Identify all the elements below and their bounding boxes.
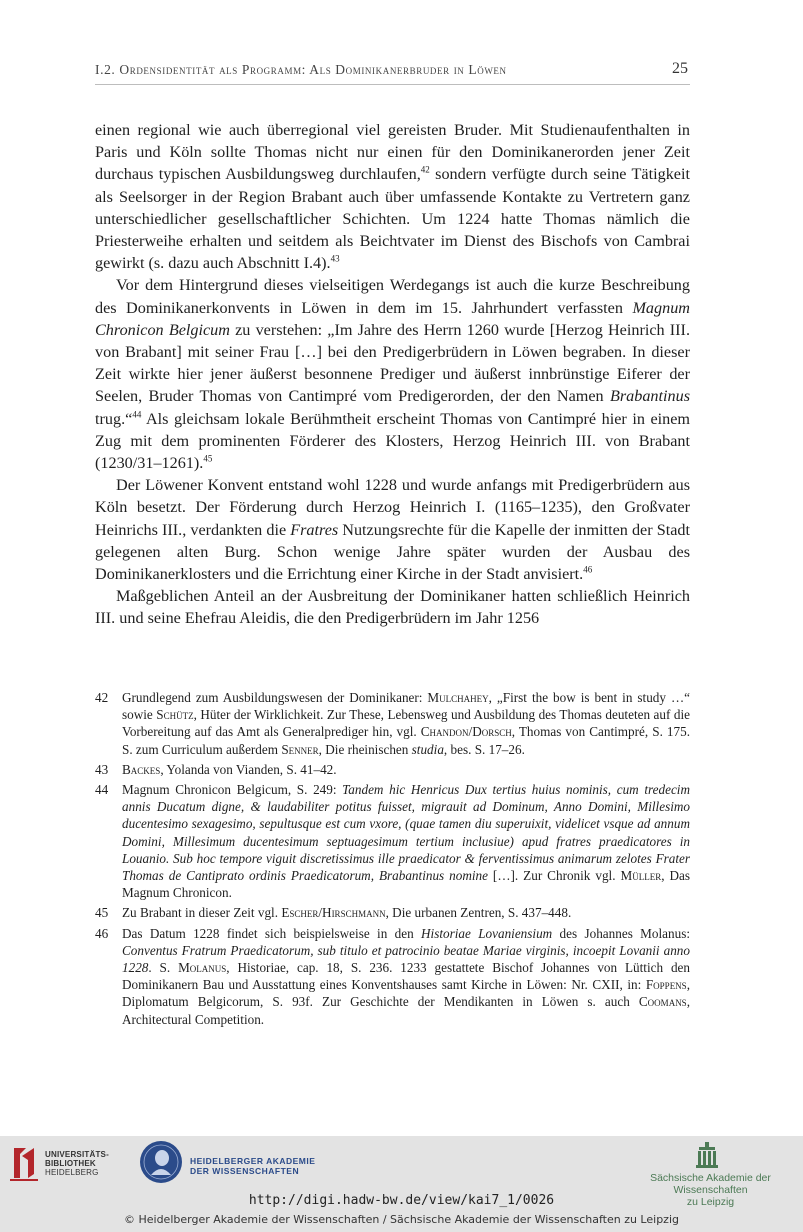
italic-term: Fratres — [290, 520, 339, 539]
footnote-number: 43 — [95, 761, 109, 777]
footnote-number: 45 — [95, 905, 109, 921]
paragraph-1 — [95, 119, 690, 274]
footnote-44 — [95, 781, 690, 901]
text-segment: […]. Zur Chronik vgl. — [487, 868, 621, 884]
saw-line: zu Leipzig — [686, 1196, 735, 1208]
copyright-notice: © Heidelberger Akademie der Wissenschaften / Sächsische Akademie der Wissenschaften zu Leipzig — [123, 1213, 679, 1226]
text-segment: trug.“ — [95, 409, 133, 428]
text-segment: . S. — [148, 960, 179, 976]
text-segment: , Yolanda von Vianden, S. 41–42. — [160, 761, 337, 777]
text-segment: einen regional wie auch überregional viel gereisten Bruder. Mit Studienaufenthalten in Paris und Köln sollte Thomas nicht nur einen für den Dominikanerorden jener Zeit durchaus typischen Ausbildungsweg durchlaufen, — [95, 121, 690, 184]
footnote-ref-45[interactable]: 45 — [203, 453, 213, 464]
text-segment: , „First the bow is bent in study …“ sowie — [122, 690, 690, 723]
saw-building-icon — [696, 1142, 718, 1168]
author-name: Escher/Hirschmann — [281, 905, 386, 921]
text-segment: Nutzungsrechte für die Kapelle der inmitten der Stadt gelegenen alten Burg. Schon wenige Jahre später wurden der Ausbau des Dominikanerklosters und die Errichtung einer Kirche in der Stadt anvisiert. — [95, 520, 690, 584]
author-name: Mulchahey — [427, 690, 489, 705]
italic-title: Historiae Lovaniensium — [421, 925, 553, 941]
text-segment: Vor dem Hintergrund dieses vielseitigen Werdegangs ist auch die kurze Beschreibung des Dominikanerkonvents in Löwen in dem im 15. Jahrhundert verfassten — [95, 276, 690, 317]
running-header — [95, 62, 690, 85]
latin-quotation: Conventus Fratrum Praedicatorum, sub titulo et patrocinio beatae Mariae virginis, incoepit Lovanii anno 1228 — [122, 942, 690, 976]
text-segment: Das Datum 1228 findet sich beispielsweise in den — [122, 925, 422, 941]
footnote-ref-43[interactable]: 43 — [330, 253, 340, 264]
footnote-ref-42[interactable]: 42 — [420, 165, 430, 176]
saw-line: Sächsische Akademie der Wissenschaften — [650, 1172, 771, 1196]
footnote-45 — [95, 904, 690, 921]
paragraph-4 — [95, 585, 690, 629]
author-name: Chandon/Dorsch — [420, 724, 512, 740]
text-segment: des Johannes Molanus: — [552, 925, 690, 941]
footnote-46 — [95, 925, 690, 1028]
text-segment: , Die rheinischen — [318, 741, 412, 757]
italic-term: Brabantinus — [609, 387, 690, 406]
author-name: Schütz — [156, 707, 194, 723]
text-segment: , Thomas von Cantimpré, S. 175. S. zum Curriculum außerdem — [122, 724, 690, 757]
source-url-link[interactable]: http://digi.hadw-bw.de/view/kai7_1/0026 — [248, 1193, 555, 1208]
text-segment: Als gleichsam lokale Berühmtheit erscheint Thomas von Cantimpré hier in einem Zug mit dem prominenten Förderer des Klosters, Herzog Heinrich III. von Brabant (1230/31–1261). — [95, 409, 690, 473]
main-text — [95, 119, 690, 630]
ub-heidelberg-wordmark — [45, 1150, 109, 1177]
author-name: Coomans — [638, 994, 687, 1010]
text-segment: , Hüter der Wirklichkeit. Zur These, Lebensweg und Ausbildung des Thomas deuteten auf die Vorbereitung auf das Amt als Generalprediger hin, vgl. — [122, 707, 690, 740]
text-segment: , Die urbanen Zentren, S. 437–448. — [385, 905, 572, 921]
hadw-seal-icon — [140, 1141, 182, 1183]
text-segment: Grundlegend zum Ausbildungswesen der Dominikaner: — [122, 690, 428, 705]
text-segment: , Historiae, cap. 18, S. 236. 1233 gestattete Bischof Johannes von Lüttich den Dominikanern Bau und Ausstattung eines Konventshauses samt Kirche in Löwen: Nr. CXII, in: — [122, 960, 690, 993]
hadw-logo[interactable] — [140, 1141, 380, 1191]
author-name: Molanus — [178, 960, 227, 976]
footnote-42 — [95, 689, 690, 758]
hadw-line: DER WISSENSCHAFTEN — [190, 1166, 300, 1176]
digitization-footer — [0, 1136, 803, 1232]
author-name: Backes — [122, 761, 161, 777]
text-segment: Zu Brabant in dieser Zeit vgl. — [122, 905, 282, 921]
footnotes — [95, 689, 690, 1031]
ub-heidelberg-logo[interactable] — [10, 1144, 120, 1184]
paragraph-2 — [95, 274, 690, 474]
text-segment: , Diplomatum Belgicorum, S. 93f. Zur Geschichte der Mendikanten in Löwen s. auch — [122, 977, 690, 1010]
italic-term: studia — [411, 741, 444, 757]
ub-line: HEIDELBERG — [45, 1168, 99, 1177]
text-segment: , Architectural Competition. — [122, 994, 690, 1027]
footnote-number: 42 — [95, 690, 109, 705]
footnote-43 — [95, 761, 690, 778]
page-number: 25 — [672, 60, 688, 77]
hadw-wordmark — [190, 1156, 315, 1176]
author-name: Müller — [620, 868, 662, 884]
paragraph-3 — [95, 474, 690, 585]
text-segment: , Das Magnum Chronicon. — [122, 868, 690, 901]
footnote-ref-44[interactable]: 44 — [132, 409, 142, 420]
author-name: Foppens — [645, 977, 687, 993]
text-segment: sondern verfügte durch seine Tätigkeit als Seelsorger in der Region Brabant auch über umfassende Kontakte zu Vertretern ganz unterschiedlicher gesellschaftlicher Schichten. Um 1224 hatte Thomas nämlich die Priesterweihe erhalten und seitdem als Beichtvater im Dienst des Bischofs von Cambrai gewirkt (s. dazu auch Abschnitt I.4). — [95, 165, 690, 273]
ub-line: UNIVERSITÄTS- — [45, 1150, 109, 1159]
hadw-line: HEIDELBERGER AKADEMIE — [190, 1156, 316, 1166]
ub-heidelberg-icon — [10, 1144, 38, 1182]
latin-quotation: Tandem hic Henricus Dux tertius huius nominis, cum tredecim annis Ducatum digne, & laudabiliter potitus fuisset, migrauit ad Dominum, Anno Domini, Millesimo ducentesimo sexagesimo, sepultusque est cum vxore, (quae tamen diu superuixit, videlicet vsque ad annum Domini, Millesimum ducentesimum septuagesimum tertium inclusiue) apud fratres praedicatores in Louanio. Sub hoc tempore viguit discretissimus ille praedicator & ferventissimus animarum zelotes Frater Thomas de Cantiprato ordinis Praedicatorum, Brabantinus nomine — [122, 782, 690, 884]
text-segment: Der Löwener Konvent entstand wohl 1228 und wurde anfangs mit Predigerbrüdern aus Köln besetzt. Der Förderung durch Herzog Heinrich I. (1165–1235), den Großvater Heinrichs III., verdankten die — [95, 476, 690, 539]
text-segment: Magnum Chronicon Belgicum, S. 249: — [122, 782, 343, 798]
ub-line: BIBLIOTHEK — [45, 1159, 96, 1168]
running-title: I.2. Ordensidentität als Programm: Als Dominikanerbruder in Löwen — [95, 62, 507, 77]
text-segment: Maßgeblichen Anteil an der Ausbreitung der Dominikaner hatten schließlich Heinrich III. und seine Ehefrau Aleidis, die den Predigerbrüdern im Jahr 1256 — [95, 587, 690, 628]
footnote-number: 44 — [95, 782, 109, 798]
author-name: Senner — [281, 741, 319, 757]
italic-title: Magnum Chronicon Belgicum — [95, 298, 690, 339]
footnote-number: 46 — [95, 925, 109, 941]
text-segment: zu verstehen: „Im Jahre des Herrn 1260 wurde [Herzog Heinrich III. von Brabant] mit seiner Frau […] bei den Predigerbrüdern in Löwen begraben. In dieser Zeit wirkte hier jener äußerst besonnene Prediger und äußerst innbrünstige Eiferer der Seelen, Bruder Thomas von Cantimpré vom Predigerorden, der den Namen — [95, 320, 690, 406]
text-segment: , bes. S. 17–26. — [443, 741, 525, 757]
footnote-ref-46[interactable]: 46 — [583, 564, 593, 575]
